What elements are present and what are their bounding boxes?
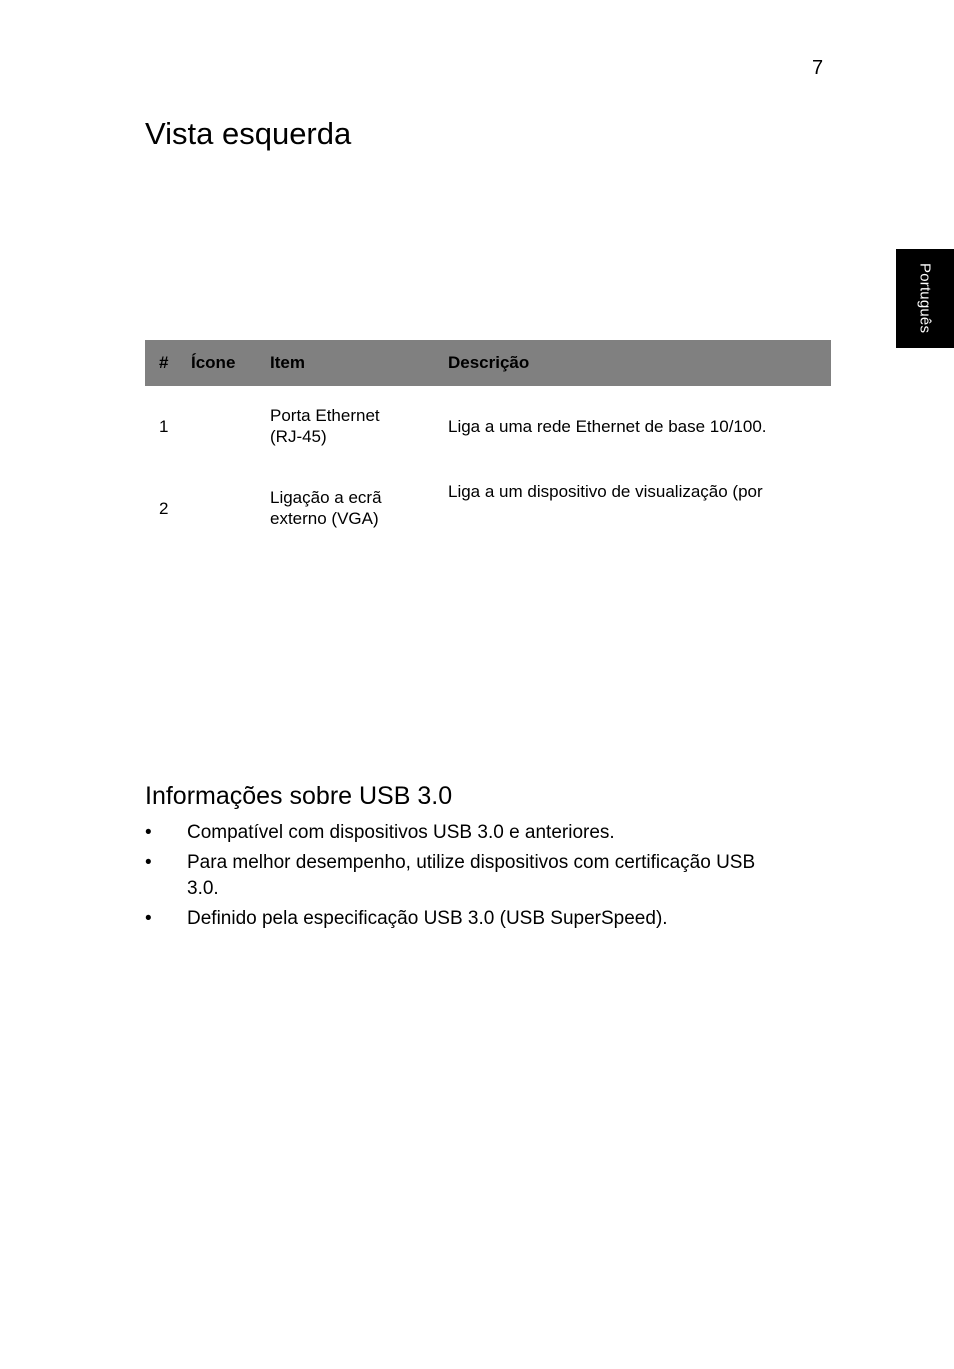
row-item-line: externo (VGA) [270,509,379,528]
page-number: 7 [812,57,824,79]
table-row [145,464,831,552]
table-header-row [145,340,831,386]
list-item [145,850,785,902]
list-item-text: Para melhor desempenho, utilize dispositivos com certificação USB 3.0. [187,852,756,899]
list-item [145,820,785,846]
header-num: # [159,353,169,372]
bullet-icon: • [145,852,152,873]
ports-table [145,340,831,552]
row-description: Liga a um dispositivo de visualização (por [448,482,763,501]
usb-info-list [145,820,785,936]
row-description: Liga a uma rede Ethernet de base 10/100. [448,416,767,436]
row-number: 1 [159,416,169,436]
list-item [145,906,785,932]
usb-section-heading: Informações sobre USB 3.0 [145,782,453,810]
row-item [270,386,448,464]
row-number: 2 [159,498,169,518]
row-item [270,464,448,552]
header-icon: Ícone [191,353,236,372]
language-tab [896,249,954,348]
header-description: Descrição [448,353,530,372]
row-item-line: Ligação a ecrã [270,488,382,507]
ethernet-port-icon [191,386,270,464]
vga-port-icon [191,464,270,552]
bullet-icon: • [145,822,152,843]
language-tab-label: Português [916,263,934,334]
table-row [145,386,831,464]
row-item-line: (RJ-45) [270,427,327,446]
bullet-icon: • [145,908,152,929]
header-item: Item [270,353,305,372]
list-item-text: Compatível com dispositivos USB 3.0 e anteriores. [187,822,615,843]
list-item-text: Definido pela especificação USB 3.0 (USB SuperSpeed). [187,908,668,929]
row-item-line: Porta Ethernet [270,406,380,425]
page-title: Vista esquerda [145,116,352,151]
